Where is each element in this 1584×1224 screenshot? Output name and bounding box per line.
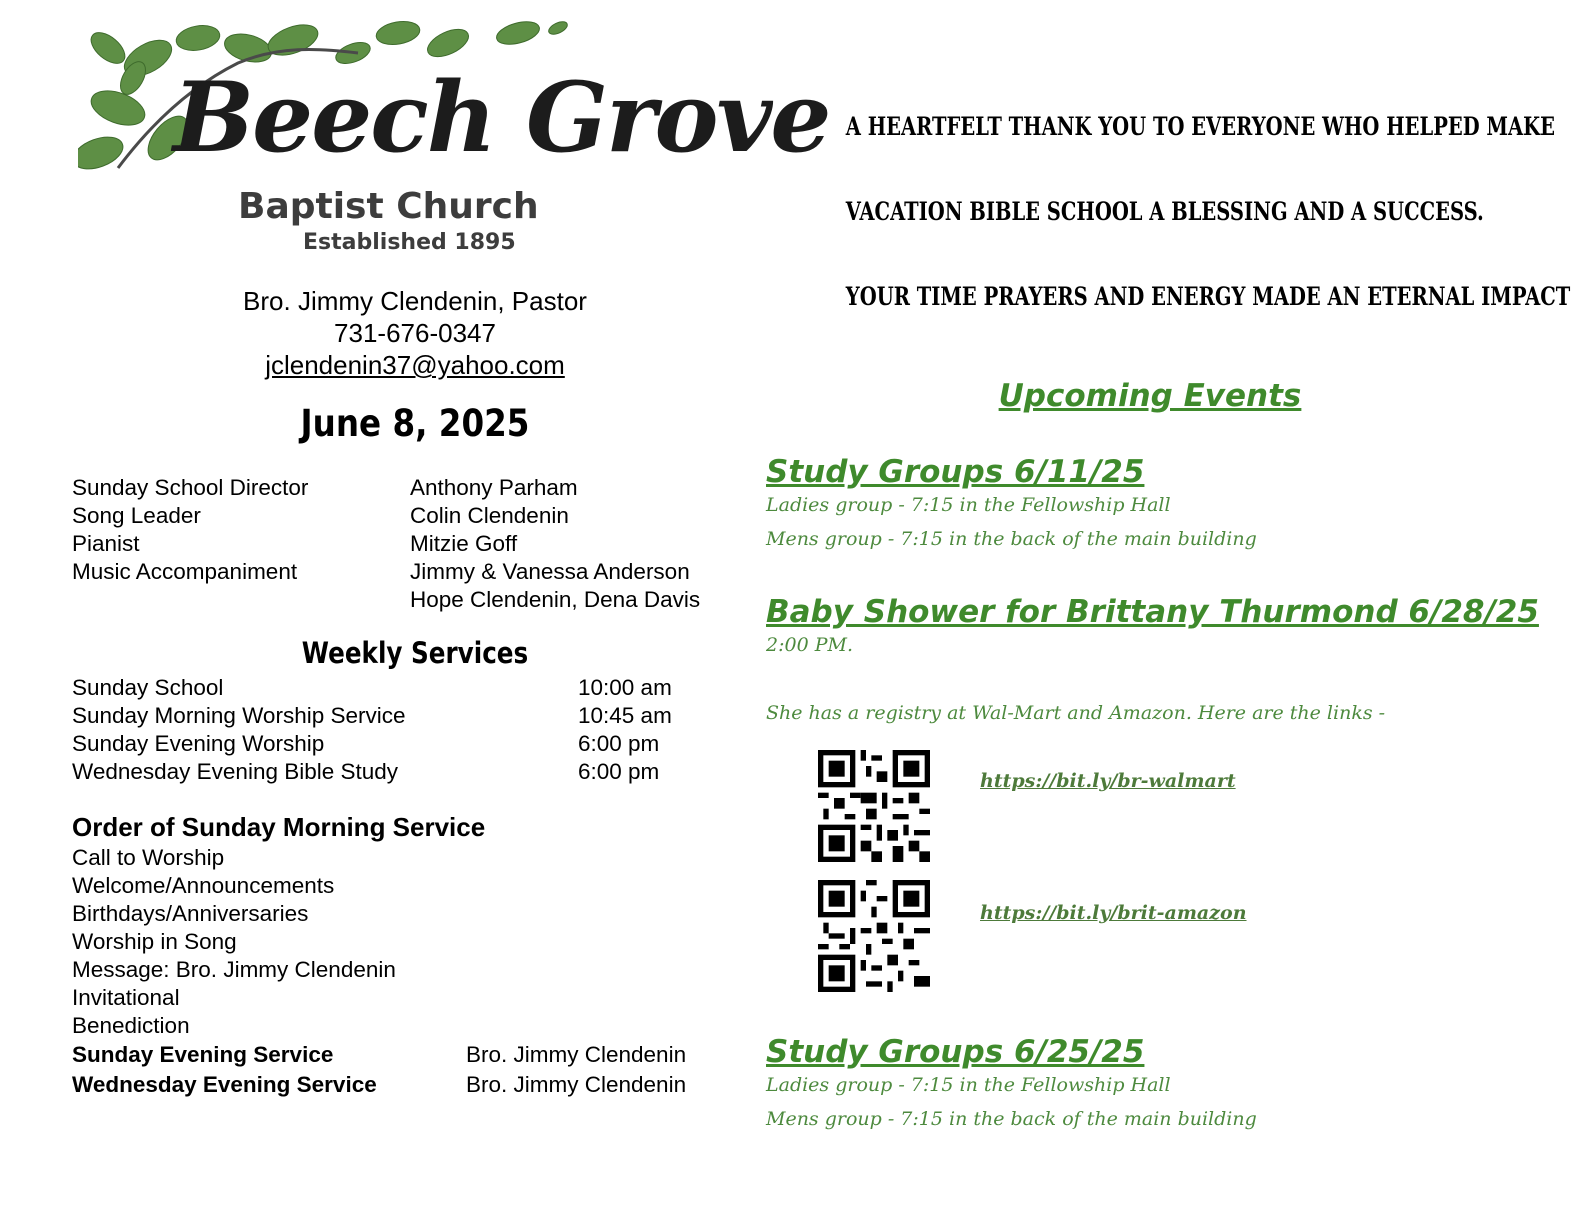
staff-role: Sunday School Director (72, 475, 309, 500)
order-item: Worship in Song (72, 929, 237, 954)
staff-name: Anthony Parham (410, 475, 578, 500)
bulletin-date: June 8, 2025 (300, 402, 530, 445)
event-detail: She has a registry at Wal-Mart and Amazon. Here are the links - (766, 702, 1386, 724)
pastor-phone: 731-676-0347 (334, 318, 496, 348)
upcoming-events-heading: Upcoming Events (998, 378, 1302, 414)
amazon-registry-link[interactable]: https://bit.ly/brit-amazon (980, 902, 1247, 924)
order-item: Call to Worship (72, 845, 225, 870)
service-time: 6:00 pm (578, 731, 660, 756)
church-logo (78, 18, 830, 258)
evening-service-leader: Bro. Jimmy Clendenin (466, 1072, 687, 1097)
logo-title: Beech Grove (173, 61, 830, 174)
service-time: 10:00 am (578, 675, 672, 700)
order-item: Welcome/Announcements (72, 873, 335, 898)
event-detail: Ladies group - 7:15 in the Fellowship Hall (766, 494, 1171, 516)
thanks-line: YOUR TIME PRAYERS AND ENERGY MADE AN ETERNAL IMPACT (845, 282, 1571, 311)
event-title-baby-shower: Baby Shower for Brittany Thurmond 6/28/25 (766, 594, 1539, 630)
staff-name: Mitzie Goff (410, 531, 518, 556)
staff-role: Music Accompaniment (72, 559, 298, 584)
thanks-line: A HEARTFELT THANK YOU TO EVERYONE WHO HELPED MAKE (845, 112, 1555, 141)
staff-name: Colin Clendenin (410, 503, 569, 528)
event-detail: Ladies group - 7:15 in the Fellowship Hall (766, 1074, 1171, 1096)
pastor-email-link[interactable]: jclendenin37@yahoo.com (265, 350, 565, 380)
order-item: Message: Bro. Jimmy Clendenin (72, 957, 396, 982)
order-item: Benediction (72, 1013, 190, 1038)
evening-service-leader: Bro. Jimmy Clendenin (466, 1042, 687, 1067)
service-name: Wednesday Evening Bible Study (72, 759, 399, 784)
qr-code-amazon-icon[interactable] (818, 880, 930, 992)
event-detail: Mens group - 7:15 in the back of the main building (766, 528, 1257, 550)
service-name: Sunday Evening Worship (72, 731, 325, 756)
staff-name: Jimmy & Vanessa Anderson (410, 559, 690, 584)
event-title-study-groups-2: Study Groups 6/25/25 (766, 1034, 1145, 1070)
staff-role: Pianist (72, 531, 140, 556)
event-detail: Mens group - 7:15 in the back of the main building (766, 1108, 1257, 1130)
pastor-contact (60, 285, 770, 381)
logo-established: Established 1895 (303, 230, 516, 255)
weekly-services-heading: Weekly Services (301, 636, 529, 670)
event-detail: 2:00 PM. (766, 634, 853, 656)
thanks-line: VACATION BIBLE SCHOOL A BLESSING AND A SUCCESS. (845, 197, 1484, 226)
evening-service-name: Sunday Evening Service (72, 1042, 334, 1067)
staff-role: Song Leader (72, 503, 201, 528)
service-time: 6:00 pm (578, 759, 660, 784)
order-of-service-heading: Order of Sunday Morning Service (72, 812, 486, 842)
event-title-study-groups-1: Study Groups 6/11/25 (766, 454, 1145, 490)
pastor-name: Bro. Jimmy Clendenin, Pastor (243, 286, 587, 316)
logo-subtitle: Baptist Church (238, 186, 539, 227)
qr-code-walmart-icon[interactable] (818, 750, 930, 862)
service-name: Sunday Morning Worship Service (72, 703, 406, 728)
staff-name: Hope Clendenin, Dena Davis (410, 587, 701, 612)
order-item: Birthdays/Anniversaries (72, 901, 309, 926)
walmart-registry-link[interactable]: https://bit.ly/br-walmart (980, 770, 1236, 792)
service-name: Sunday School (72, 675, 224, 700)
order-item: Invitational (72, 985, 180, 1010)
evening-service-name: Wednesday Evening Service (72, 1072, 377, 1097)
service-time: 10:45 am (578, 703, 672, 728)
